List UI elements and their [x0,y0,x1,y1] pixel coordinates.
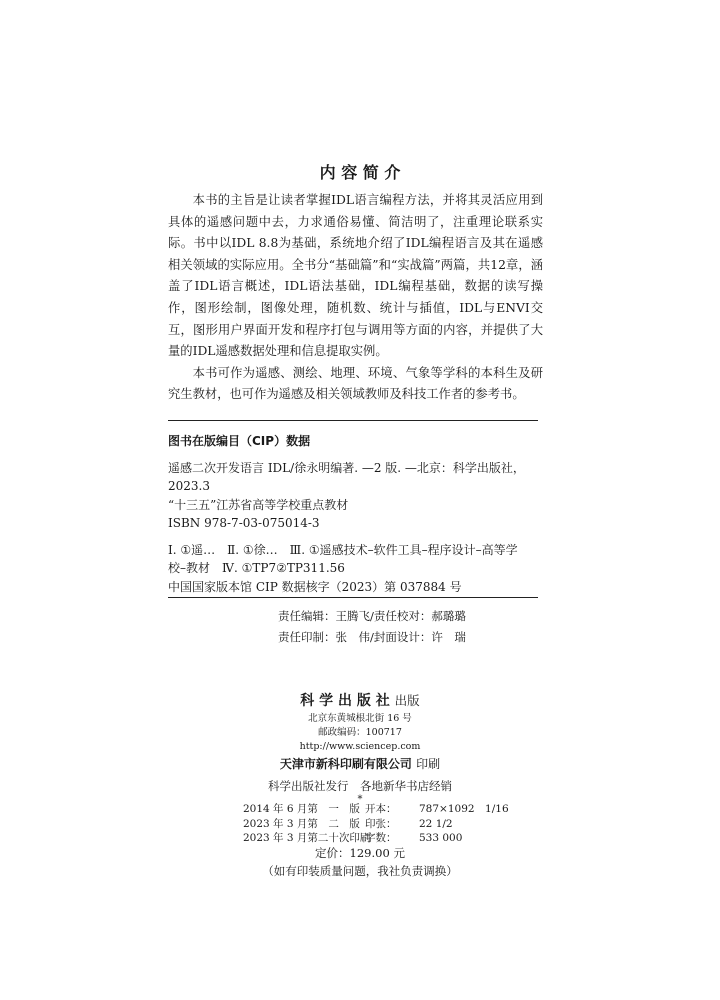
publisher-name [0,690,720,712]
edition-row [243,817,509,832]
edition-cell: 印张： [365,817,397,830]
publisher-postcode: 邮政编码：100717 [318,727,402,738]
separator-star: * [357,794,363,805]
printer-line [0,754,720,774]
publisher-address: 北京东黄城根北街 16 号 [308,713,412,724]
credits-line: 责任编辑：王腾飞/责任校对：郝璐璐 [278,609,466,623]
edition-cell: 开本： [365,803,397,815]
cip-line: Ⅰ. ①遥… Ⅱ. ①徐… Ⅲ. ①遥感技术–软件工具–程序设计–高等学 [168,542,518,557]
edition-row [243,802,509,817]
edition-cell: 533 000 [419,832,463,844]
divider-top [168,420,538,421]
credits-line: 责任印制：张 伟/封面设计：许 瑞 [278,630,466,644]
printer-suffix: 印刷 [416,757,441,771]
cip-line: “十三五”江苏省高等学校重点教材 [168,497,349,512]
edition-table [243,802,509,846]
page-title: 内 容 简 介 [319,163,401,182]
summary-section [168,190,543,406]
quality-notice: （如有印装质量问题，我社负责调换） [262,864,458,878]
printer-name: 天津市新科印刷有限公司 [279,757,412,771]
publisher-name-suffix: 出版 [394,693,420,708]
edition-cell: 2023 年 3 月第二十次印刷 [243,832,371,844]
cip-line: 校–教材 Ⅳ. ①TP7②TP311.56 [168,561,345,575]
publisher-name-text: 科 学 出 版 社 [300,693,390,709]
publisher-block [0,690,720,804]
edition-cell: 字数： [365,832,397,844]
cip-line: 中国国家版本馆 CIP 数据核字（2023）第 037884 号 [168,579,462,594]
edition-cell: 22 1/2 [419,817,453,830]
price-line: 定价：129.00 元 [315,846,405,860]
cip-line: 2023.3 [168,479,210,493]
summary-paragraph: 本书的主旨是让读者掌握IDL语言编程方法，并将其灵活应用到具体的遥感问题中去，力求通俗易懂、简洁明了，注重理论联系实际。书中以IDL 8.8为基础，系统地介绍了IDL编程语言及其在遥感相关领域的实际应用。全书分“基础篇”和“实战篇”两篇，共12章，涵盖了IDL语言概述，IDL语法基础，IDL编程基础，数据的读写操作，图形绘制，图像处理，随机数、统计与插值，IDL与ENVI交互，图形用户界面开发和程序打包与调用等方面的内容，并提供了大量的IDL遥感数据处理和信息提取实例。 [168,193,543,359]
publisher-url: http://www.sciencep.com [299,741,421,752]
cip-heading: 图书在版编目（CIP）数据 [168,434,311,448]
cip-line: 遥感二次开发语言 IDL/徐永明编著. —2 版. —北京：科学出版社， [168,460,525,475]
credits-block [278,606,466,648]
edition-cell: 787×1092 1/16 [419,803,509,815]
divider-bottom [168,597,538,598]
summary-paragraph: 本书可作为遥感、测绘、地理、环境、气象等学科的本科生及研究生教材，也可作为遥感及相关领域教师及科技工作者的参考书。 [168,365,543,402]
distribution-line: 科学出版社发行 各地新华书店经销 [268,779,452,793]
edition-cell: 2023 年 3 月第 二 版 [243,817,360,830]
cip-line: ISBN 978-7-03-075014-3 [168,516,320,530]
edition-cell: 2014 年 6 月第 一 版 [243,803,360,815]
cip-block [168,432,543,596]
